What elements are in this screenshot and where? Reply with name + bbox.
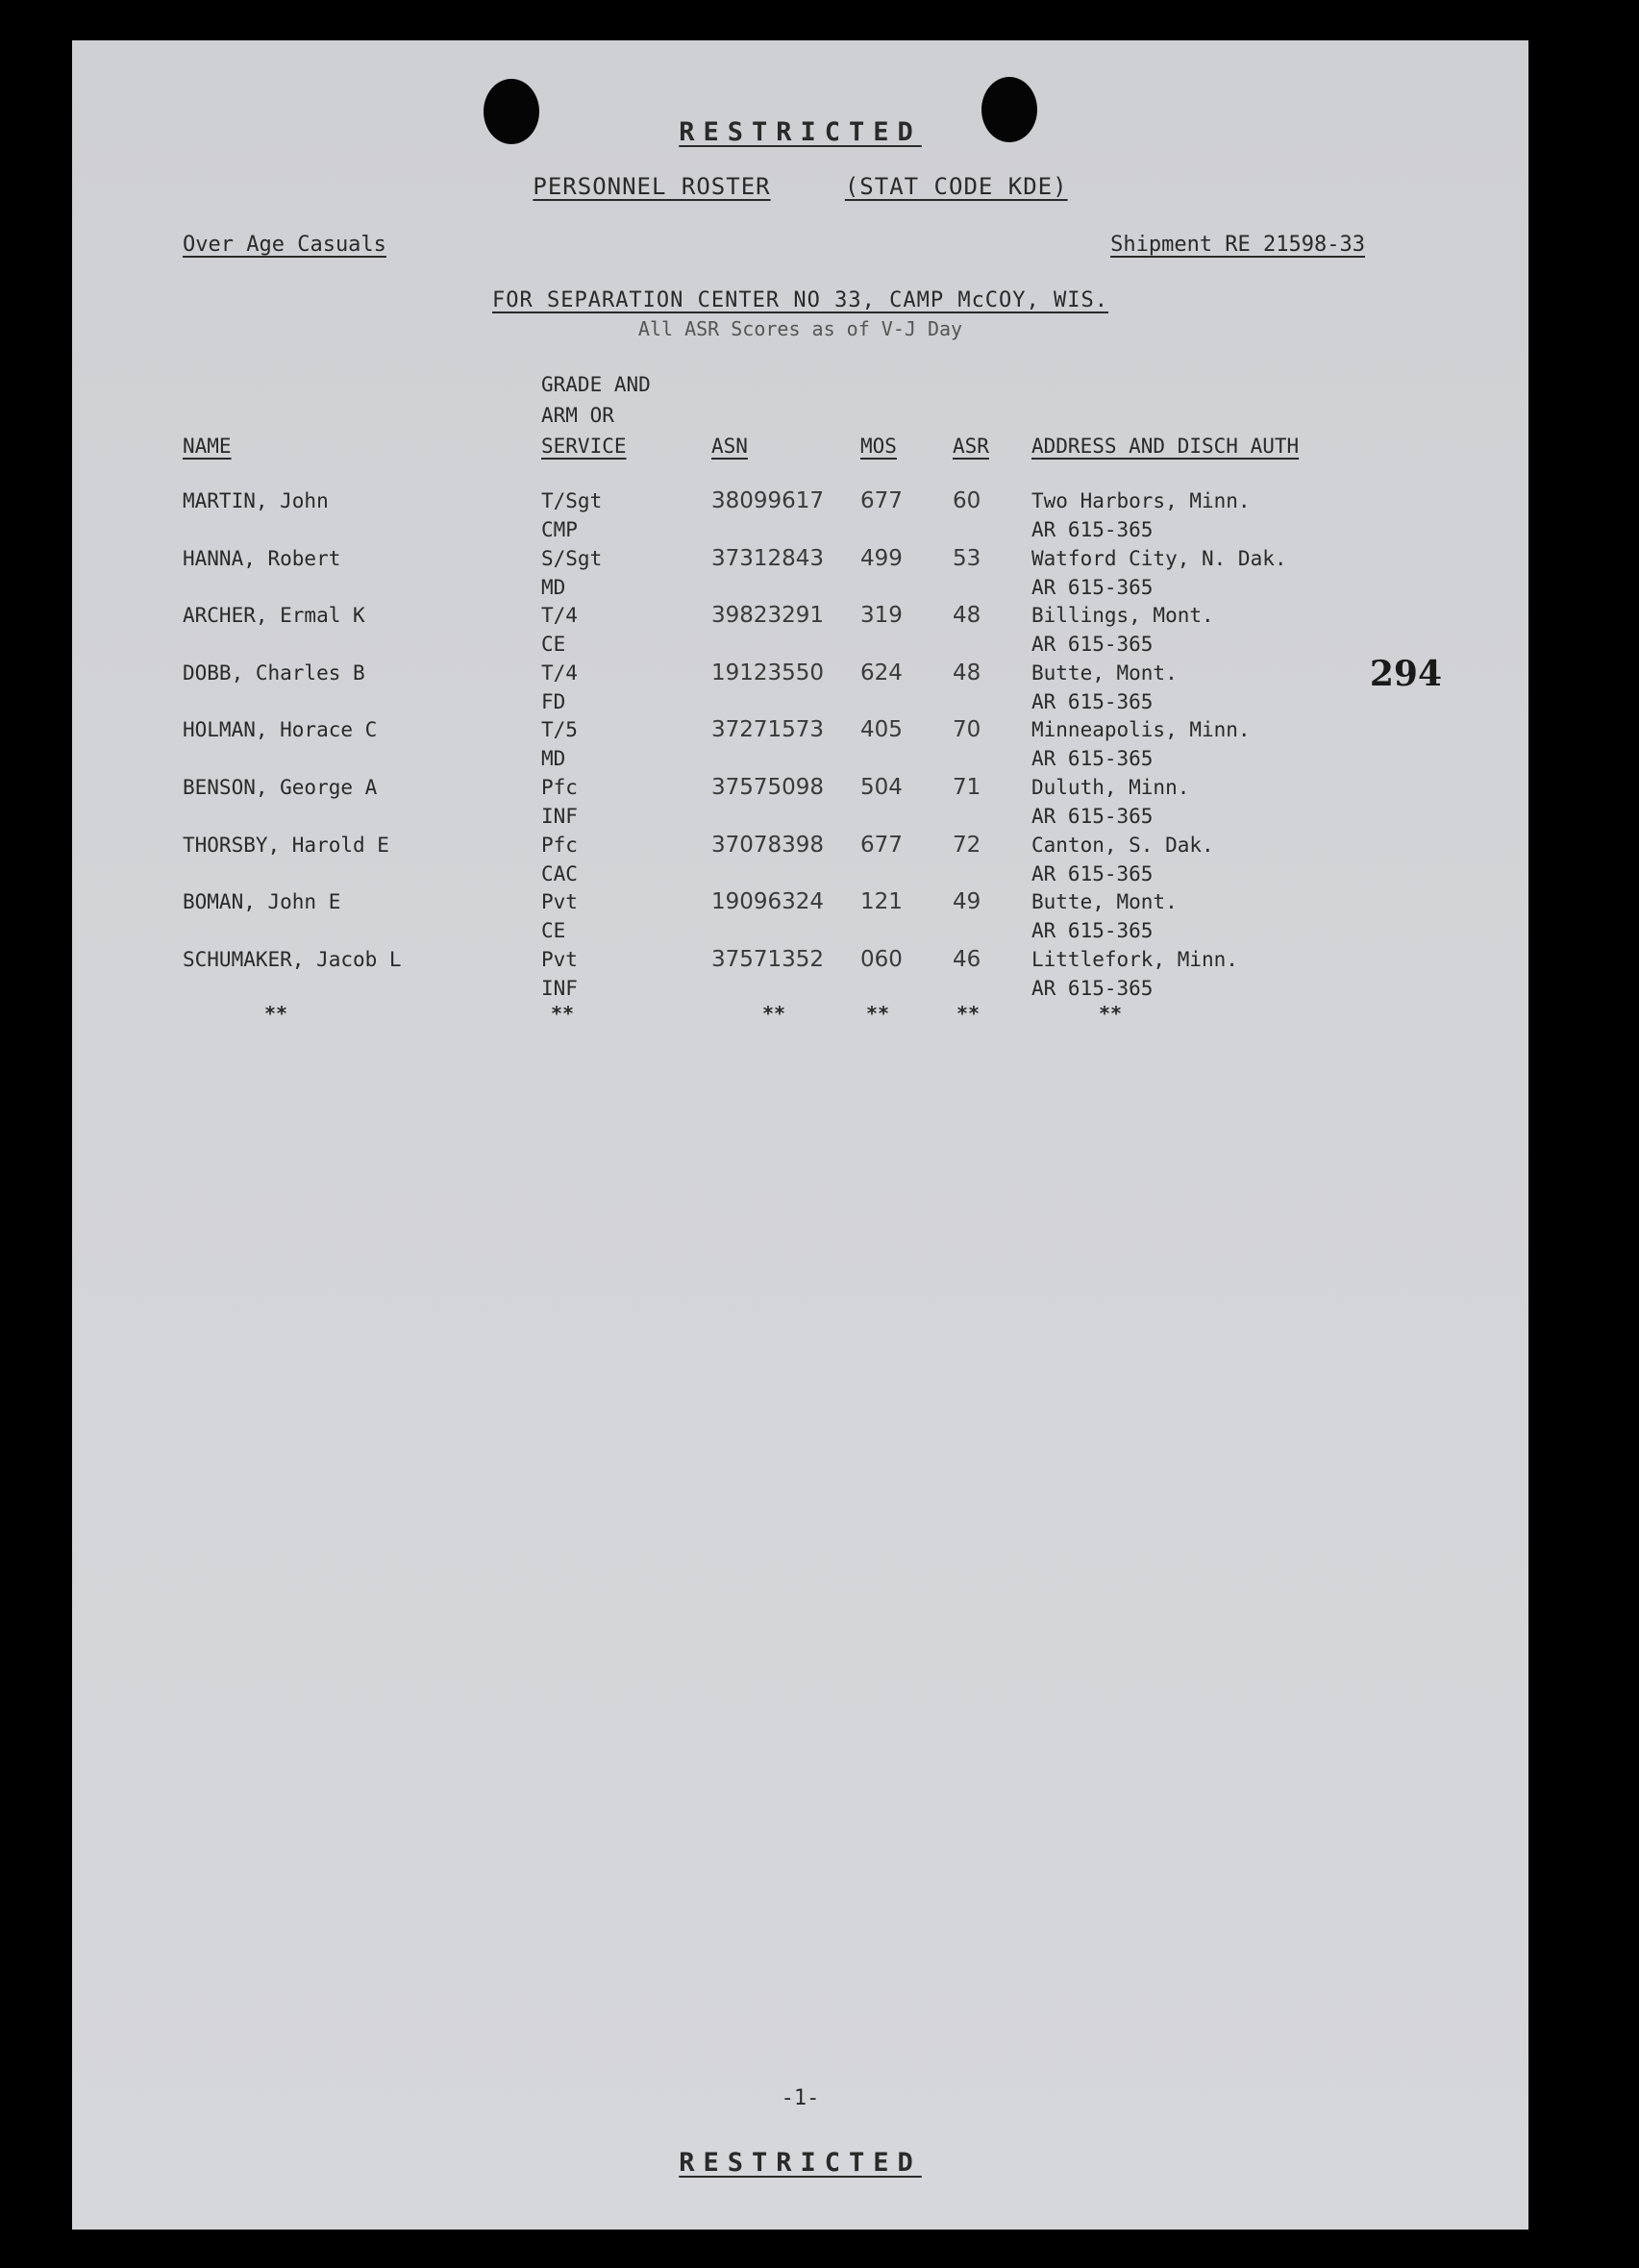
cell-grade: [541, 601, 578, 659]
cell-asr-value: 48: [953, 660, 981, 685]
cell-mos: [860, 715, 903, 744]
cell-asn-value: 39823291: [711, 603, 825, 629]
cell-grade: [541, 945, 578, 1003]
cell-mos-value: 060: [860, 946, 903, 972]
end-marker: **: [956, 1002, 981, 1025]
cell-address-value: Two Harbors, Minn.: [1031, 489, 1251, 512]
cell-name-value: BENSON, George A: [183, 776, 378, 799]
col-asn: ASN: [711, 435, 748, 458]
cell-address: [1031, 544, 1287, 602]
cell-auth-value: AR 615-365: [1031, 976, 1154, 1000]
cell-grade: [541, 659, 578, 716]
cell-asr: [953, 887, 981, 916]
cell-asn: [711, 831, 824, 860]
destination-line: FOR SEPARATION CENTER NO 33, CAMP McCOY, WIS.: [491, 288, 1109, 312]
cell-asn-value: 19096324: [711, 889, 825, 915]
cell-name: [183, 544, 340, 573]
cell-mos-value: 677: [860, 488, 903, 513]
cell-mos: [860, 659, 903, 687]
cell-grade-value: T/4: [541, 604, 578, 628]
cell-asn-value: 38099617: [711, 488, 825, 513]
cell-arm-value: MD: [541, 747, 566, 771]
cell-auth-value: AR 615-365: [1031, 861, 1154, 885]
cell-asn: [711, 773, 824, 802]
cell-asn-value: 37078398: [711, 832, 825, 858]
cell-asr: [953, 945, 981, 974]
cell-name-value: THORSBY, Harold E: [183, 833, 389, 857]
cell-auth-value: AR 615-365: [1031, 747, 1154, 771]
cell-auth-value: AR 615-365: [1031, 518, 1154, 541]
cell-address: [1031, 887, 1178, 945]
cell-asr-value: 70: [953, 717, 981, 743]
cell-address-value: Billings, Mont.: [1031, 604, 1214, 628]
end-marker: **: [866, 1002, 890, 1025]
cell-grade: [541, 773, 578, 831]
cell-grade: [541, 544, 602, 602]
cell-asn: [711, 945, 824, 974]
cell-mos: [860, 773, 903, 802]
cell-address: [1031, 831, 1214, 888]
cell-address-value: Duluth, Minn.: [1031, 776, 1190, 799]
cell-grade: [541, 831, 578, 888]
cell-grade-value: S/Sgt: [541, 546, 603, 570]
page-title: [72, 173, 1528, 200]
cell-grade-value: Pfc: [541, 833, 578, 857]
cell-mos-value: 319: [860, 603, 903, 629]
cell-name: [183, 831, 389, 860]
col-mos: MOS: [860, 435, 897, 458]
cell-arm-value: CE: [541, 633, 566, 657]
cell-asr-value: 53: [953, 545, 981, 571]
cell-arm-value: MD: [541, 575, 566, 599]
cell-name-value: MARTIN, John: [183, 489, 329, 512]
end-marker: **: [551, 1002, 575, 1025]
cell-asn-value: 37575098: [711, 775, 825, 800]
cell-asr: [953, 486, 981, 515]
cell-asr: [953, 544, 981, 573]
end-marker: **: [1099, 1002, 1123, 1025]
cell-asn: [711, 887, 824, 916]
asr-note: All ASR Scores as of V-J Day: [637, 317, 963, 340]
cell-asr: [953, 659, 981, 687]
cell-address: [1031, 486, 1251, 544]
cell-asn: [711, 601, 824, 630]
cell-mos-value: 677: [860, 832, 903, 858]
cell-address-value: Watford City, N. Dak.: [1031, 546, 1287, 570]
cell-arm-value: FD: [541, 689, 566, 713]
cell-grade: [541, 715, 578, 773]
cell-name: [183, 773, 377, 802]
cell-auth-value: AR 615-365: [1031, 919, 1154, 943]
folio-number: 294: [1369, 654, 1442, 694]
cell-mos-value: 624: [860, 660, 903, 685]
cell-mos-value: 504: [860, 775, 903, 800]
cell-name-value: HOLMAN, Horace C: [183, 718, 378, 742]
table-row: [72, 945, 1528, 1001]
cell-grade: [541, 887, 578, 945]
cell-mos: [860, 831, 903, 860]
cell-name-value: SCHUMAKER, Jacob L: [183, 947, 402, 971]
classification-top: RESTRICTED: [679, 117, 922, 147]
table-row: [72, 887, 1528, 943]
cell-name: [183, 887, 340, 916]
cell-grade-value: Pvt: [541, 890, 578, 914]
cell-arm-value: CE: [541, 919, 566, 943]
cell-mos: [860, 486, 903, 515]
cell-address: [1031, 773, 1189, 831]
cell-grade-value: Pvt: [541, 947, 578, 971]
group-label: Over Age Casuals: [183, 233, 386, 257]
cell-address-value: Minneapolis, Minn.: [1031, 718, 1251, 742]
cell-asn: [711, 486, 824, 515]
cell-address-value: Butte, Mont.: [1031, 660, 1178, 685]
cell-arm-value: INF: [541, 805, 578, 828]
table-row: [72, 659, 1528, 714]
cell-name: [183, 715, 377, 744]
col-address: ADDRESS AND DISCH AUTH: [1031, 435, 1300, 458]
cell-asn: [711, 544, 824, 573]
roster-title: PERSONNEL ROSTER: [533, 173, 771, 200]
cell-asn-value: 37312843: [711, 545, 825, 571]
table-row: [72, 544, 1528, 600]
cell-asr: [953, 773, 981, 802]
cell-address: [1031, 601, 1214, 659]
cell-name: [183, 486, 329, 515]
cell-asr-value: 49: [953, 889, 981, 915]
cell-address-value: Canton, S. Dak.: [1031, 833, 1214, 857]
cell-address: [1031, 945, 1238, 1003]
cell-name-value: HANNA, Robert: [183, 546, 341, 570]
shipment-label: Shipment RE 21598-33: [1110, 233, 1365, 257]
cell-grade: [541, 486, 602, 544]
table-row: [72, 486, 1528, 542]
cell-grade-value: Pfc: [541, 776, 578, 799]
cell-mos-value: 405: [860, 717, 903, 743]
cell-name-value: BOMAN, John E: [183, 890, 341, 914]
table-row: [72, 601, 1528, 657]
cell-address: [1031, 659, 1178, 716]
table-row: [72, 715, 1528, 771]
cell-mos-value: 121: [860, 889, 903, 915]
cell-asn-value: 37271573: [711, 717, 825, 743]
cell-asn-value: 37571352: [711, 946, 825, 972]
cell-mos: [860, 544, 903, 573]
cell-asn: [711, 715, 824, 744]
cell-asr: [953, 715, 981, 744]
cell-asr: [953, 831, 981, 860]
table-row: [72, 831, 1528, 886]
cell-mos-value: 499: [860, 545, 903, 571]
cell-asr-value: 48: [953, 603, 981, 629]
cell-asr-value: 46: [953, 946, 981, 972]
roster-page: [72, 40, 1528, 2230]
cell-arm-value: CAC: [541, 861, 578, 885]
cell-asn-value: 19123550: [711, 660, 825, 685]
cell-name: [183, 601, 365, 630]
cell-address-value: Littlefork, Minn.: [1031, 947, 1238, 971]
end-marker: **: [762, 1002, 786, 1025]
cell-auth-value: AR 615-365: [1031, 633, 1154, 657]
col-asr: ASR: [953, 435, 989, 458]
cell-name-value: ARCHER, Ermal K: [183, 604, 365, 628]
cell-arm-value: CMP: [541, 518, 578, 541]
cell-auth-value: AR 615-365: [1031, 689, 1154, 713]
cell-address-value: Butte, Mont.: [1031, 890, 1178, 914]
cell-asr-value: 72: [953, 832, 981, 858]
page-number: -1-: [781, 2086, 820, 2110]
cell-name-value: DOBB, Charles B: [183, 660, 365, 685]
cell-auth-value: AR 615-365: [1031, 575, 1154, 599]
cell-asr: [953, 601, 981, 630]
table-row: [72, 773, 1528, 829]
col-grade: GRADE AND ARM OR SERVICE: [541, 373, 651, 458]
cell-asn: [711, 659, 824, 687]
cell-grade-value: T/4: [541, 660, 578, 685]
cell-address: [1031, 715, 1251, 773]
cell-asr-value: 60: [953, 488, 981, 513]
classification-bottom: RESTRICTED: [679, 2148, 922, 2178]
col-name: NAME: [183, 435, 232, 458]
cell-grade-value: T/5: [541, 718, 578, 742]
cell-name: [183, 659, 365, 687]
cell-name: [183, 945, 402, 974]
stat-code: (STAT CODE KDE): [844, 173, 1068, 200]
cell-mos: [860, 887, 903, 916]
cell-auth-value: AR 615-365: [1031, 805, 1154, 828]
cell-mos: [860, 601, 903, 630]
end-marker: **: [264, 1002, 288, 1025]
cell-asr-value: 71: [953, 775, 981, 800]
cell-mos: [860, 945, 903, 974]
cell-arm-value: INF: [541, 976, 578, 1000]
cell-grade-value: T/Sgt: [541, 489, 603, 512]
